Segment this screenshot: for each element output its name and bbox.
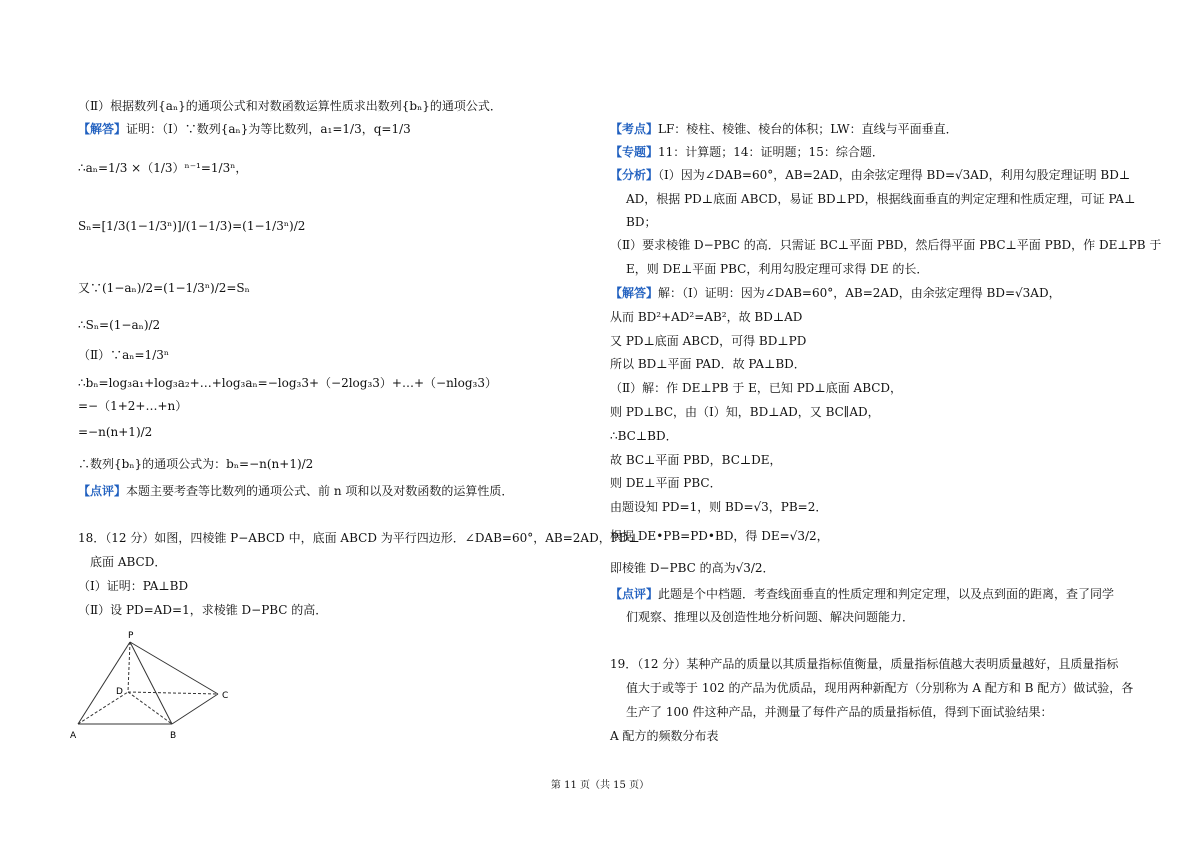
answer-text: 解：（Ⅰ）证明：因为∠DAB=60°，AB=2AD，由余弦定理得 BD=√3AD，	[658, 286, 1061, 300]
formula-sn: Sₙ=[1/3(1−1/3ⁿ)]/(1−1/3)=(1−1/3ⁿ)/2	[78, 219, 306, 233]
formula-bn: ∴bₙ=log₃a₁+log₃a₂+…+log₃aₙ=−log₃3+（−2log₃3）+…+（−nlog₃3）	[78, 376, 497, 390]
analysis-line	[610, 167, 1130, 183]
comment-text-r: 此题是个中档题．考查线面垂直的性质定理和判定定理，以及点到面的距离，查了同学	[658, 587, 1115, 601]
vertex-c-label: C	[222, 691, 229, 701]
analysis-cont-1: AD，根据 PD⊥底面 ABCD，易证 BD⊥PD，根据线面垂直的判定定理和性质定理，可证 PA⊥	[626, 192, 1136, 206]
formula-bn-result: ∴数列{bₙ}的通项公式为：bₙ=−n(n+1)/2	[78, 457, 314, 471]
part-ii-an: （Ⅱ）∵aₙ=1/3ⁿ	[78, 348, 170, 362]
keypoint-line	[610, 121, 958, 137]
analysis-cont-2: BD；	[626, 215, 657, 229]
answer-step-1: 从而 BD²+AD²=AB²，故 BD⊥AD	[610, 310, 803, 324]
vertex-d-label: D	[116, 687, 123, 697]
comment-line-r	[610, 586, 1114, 602]
answer-step-7: 故 BC⊥平面 PBD，BC⊥DE，	[610, 453, 782, 467]
comment-line	[78, 483, 513, 499]
q19-stem-cont-2: 生产了 100 件这种产品，并测量了每件产品的质量指标值，得到下面试验结果：	[626, 705, 1053, 719]
q19-stem-cont-1: 值大于或等于 102 的产品为优质品，现用两种新配方（分别称为 A 配方和 B 配方）做试验，各	[626, 681, 1134, 695]
answer-step-11: 即棱锥 D−PBC 的高为√3/2．	[610, 561, 775, 575]
vertex-b-label: B	[170, 731, 177, 741]
answer-tag: 【解答】	[610, 286, 659, 300]
solution-tag: 【解答】	[78, 122, 127, 136]
comment-tag-r: 【点评】	[610, 587, 659, 601]
q19-stem: 19．（12 分）某种产品的质量以其质量指标值衡量，质量指标值越大表明质量越好，且质量指标	[610, 657, 1119, 671]
vertex-a-label: A	[70, 731, 77, 741]
comment-text: 本题主要考查等比数列的通项公式、前 n 项和以及对数函数的运算性质．	[126, 484, 514, 498]
page-footer: 第 11 页（共 15 页）	[550, 780, 650, 791]
analysis-tag: 【分析】	[610, 168, 659, 182]
keypoint-tag: 【考点】	[610, 122, 659, 136]
solution-header	[78, 121, 411, 137]
answer-step-9: 由题设知 PD=1，则 BD=√3，PB=2．	[610, 500, 828, 514]
solution-intro: 证明：（Ⅰ）∵数列{aₙ}为等比数列，a₁=1/3，q=1/3	[126, 122, 411, 136]
formula-sn-result: ∴Sₙ=(1−aₙ)/2	[78, 318, 161, 332]
formula-an: ∴aₙ=1/3 ×（1/3）ⁿ⁻¹=1/3ⁿ，	[78, 161, 248, 175]
answer-line	[610, 285, 1061, 301]
topic-text: 11：计算题；14：证明题；15：综合题．	[658, 145, 884, 159]
analysis-part-ii-cont: E，则 DE⊥平面 PBC，利用勾股定理可求得 DE 的长．	[626, 262, 929, 276]
comment-tag: 【点评】	[78, 484, 127, 498]
topic-tag: 【专题】	[610, 145, 659, 159]
answer-step-5: 则 PD⊥BC，由（Ⅰ）知，BD⊥AD，又 BC∥AD，	[610, 405, 880, 419]
topic-line	[610, 144, 884, 160]
formula-bn-step: =−（1+2+…+n）	[78, 399, 188, 413]
analysis-part-ii-r: （Ⅱ）要求棱锥 D−PBC 的高．只需证 BC⊥平面 PBD，然后得平面 PBC⊥平面 PBD，作 DE⊥PB 于	[610, 238, 1162, 252]
analysis-text: （Ⅰ）因为∠DAB=60°，AB=2AD，由余弦定理得 BD=√3AD，利用勾股定理证明 BD⊥	[658, 168, 1131, 182]
q18-part-i: （Ⅰ）证明：PA⊥BD	[78, 579, 189, 593]
q18-stem-cont: 底面 ABCD．	[90, 555, 167, 569]
formula-check: 又∵(1−aₙ)/2=(1−1/3ⁿ)/2=Sₙ	[78, 281, 250, 295]
answer-step-8: 则 DE⊥平面 PBC．	[610, 476, 722, 490]
keypoint-text: LF：棱柱、棱锥、棱台的体积；LW：直线与平面垂直．	[658, 122, 958, 136]
analysis-part-ii: （Ⅱ）根据数列{aₙ}的通项公式和对数函数运算性质求出数列{bₙ}的通项公式．	[78, 99, 502, 113]
answer-step-6: ∴BC⊥BD．	[610, 429, 678, 443]
answer-step-3: 所以 BD⊥平面 PAD．故 PA⊥BD．	[610, 357, 806, 371]
q18-stem: 18．（12 分）如图，四棱锥 P−ABCD 中，底面 ABCD 为平行四边形．∠DAB=60°，AB=2AD，PD⊥	[78, 531, 640, 545]
answer-step-4: （Ⅱ）解：作 DE⊥PB 于 E，已知 PD⊥底面 ABCD，	[610, 381, 903, 395]
pyramid-figure	[66, 628, 246, 744]
comment-cont-r: 们观察、推理以及创造性地分析问题、解决问题能力．	[626, 610, 915, 624]
q19-table-caption: A 配方的频数分布表	[610, 729, 719, 743]
formula-bn-step2: =−n(n+1)/2	[78, 425, 153, 439]
vertex-p-label: P	[128, 631, 134, 641]
answer-step-10: 根据 DE•PB=PD•BD，得 DE=√3/2，	[610, 529, 829, 543]
answer-step-2: 又 PD⊥底面 ABCD，可得 BD⊥PD	[610, 334, 807, 348]
q18-part-ii: （Ⅱ）设 PD=AD=1，求棱锥 D−PBC 的高．	[78, 603, 328, 617]
